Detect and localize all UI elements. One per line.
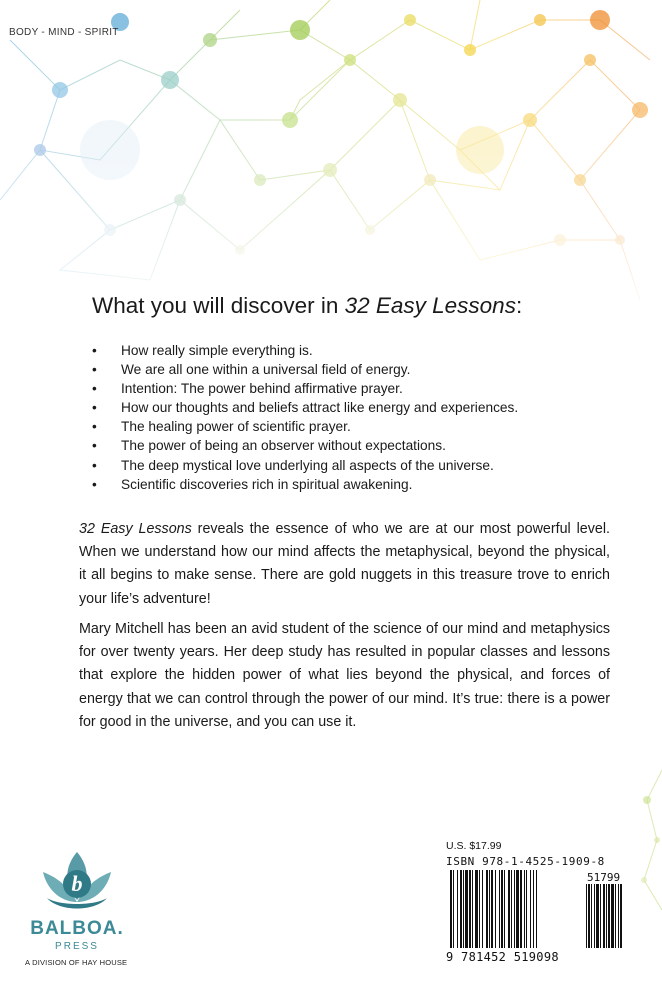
- barcode-supplement-bar: [591, 884, 592, 948]
- barcode-bar: [530, 870, 531, 948]
- barcode-bar: [463, 870, 464, 948]
- barcode-bar: [450, 870, 452, 948]
- logo-letter: b: [71, 871, 83, 896]
- bullet-icon: •: [92, 343, 97, 358]
- isbn-label: ISBN 978-1-4525-1909-8: [446, 855, 605, 868]
- barcode-bar: [486, 870, 488, 948]
- category-label: BODY - MIND - SPIRIT: [9, 27, 119, 38]
- barcode-bar: [457, 870, 458, 948]
- barcode-bar: [479, 870, 480, 948]
- barcode-supplement-bar: [608, 884, 610, 948]
- barcode-supplement-bar: [603, 884, 605, 948]
- list-item: [92, 360, 612, 379]
- publisher-logo: [25, 850, 135, 970]
- barcode-bar: [453, 870, 454, 948]
- barcode-supplement-bar: [594, 884, 595, 948]
- list-item: [92, 436, 612, 455]
- heading-prefix: What you will discover in: [92, 293, 345, 318]
- list-item-text: Scientific discoveries rich in spiritual awakening.: [121, 476, 413, 492]
- barcode-supplement-bar: [620, 884, 622, 948]
- description-book-title: 32 Easy Lessons: [79, 521, 192, 537]
- isbn-barcode-block: [446, 840, 638, 968]
- barcode-image: [446, 870, 638, 950]
- barcode-bar: [524, 870, 525, 948]
- list-item-text: The power of being an observer without expectations.: [121, 438, 446, 454]
- bullet-icon: •: [92, 381, 97, 397]
- barcode-bar: [472, 870, 473, 948]
- barcode-supplement-bar: [588, 884, 590, 948]
- lotus-b-icon: [39, 850, 115, 916]
- publisher-name: BALBOA.: [30, 918, 124, 939]
- publisher-press: PRESS: [55, 941, 99, 952]
- bullet-icon: •: [92, 457, 97, 473]
- barcode-bar: [465, 870, 468, 948]
- list-item: [92, 341, 612, 360]
- barcode-bar: [536, 870, 537, 948]
- barcode-bar: [460, 870, 462, 948]
- section-heading: [92, 293, 612, 319]
- barcode-supplement-bar: [618, 884, 619, 948]
- barcode-bar: [491, 870, 493, 948]
- barcode-bar: [482, 870, 483, 948]
- barcode-supplement-bar: [596, 884, 599, 948]
- barcode-bar: [469, 870, 471, 948]
- barcode-supplement-digits: 51799: [587, 871, 621, 884]
- barcode-bar: [516, 870, 519, 948]
- bullet-icon: •: [92, 362, 97, 378]
- barcode-supplement-bar: [600, 884, 601, 948]
- bullet-icon: •: [92, 400, 97, 416]
- barcode-bar: [475, 870, 478, 948]
- barcode-bar: [508, 870, 510, 948]
- list-item: [92, 417, 612, 436]
- barcode-supplement-bar: [606, 884, 607, 948]
- publisher-division: A DIVISION OF HAY HOUSE: [25, 958, 128, 967]
- list-item: [92, 398, 612, 417]
- heading-suffix: :: [515, 293, 523, 318]
- heading-book-title: 32 Easy Lessons: [344, 293, 516, 318]
- barcode-bar: [501, 870, 503, 948]
- barcode-supplement-bar: [611, 884, 614, 948]
- barcode-supplement-bar: [586, 884, 587, 948]
- list-item-text: We are all one within a universal field of energy.: [121, 362, 411, 378]
- ean-digits: 9 781452 519098: [446, 950, 559, 964]
- barcode-bar: [499, 870, 500, 948]
- author-bio-paragraph: Mary Mitchell has been an avid student of the science of our mind and metaphysics for over twenty years. Her deep study has resulted in popular classes and lessons that explore the hidden power of what lies beyond the physical, and forces of energy that we can control through the power of our mind. It’s true: there is a power for good in the universe, and you can use it.: [79, 621, 610, 730]
- barcode-bar: [495, 870, 496, 948]
- bullet-icon: •: [92, 438, 97, 454]
- molecular-network-art: [0, 0, 662, 330]
- barcode-bar: [520, 870, 522, 948]
- list-item-text: Intention: The power behind affirmative prayer.: [121, 381, 403, 397]
- barcode-bar: [489, 870, 490, 948]
- list-item-text: How really simple everything is.: [121, 343, 313, 358]
- barcode-bar: [533, 870, 534, 948]
- list-item: [92, 475, 612, 494]
- barcode-bar: [511, 870, 512, 948]
- description-text: reveals the essence of who we are at our most powerful level. When we understand how our mind affects the metaphysical, beyond the physical, it all begins to make sense. There are gold nuggets in this treasure trove to enrich your life’s adventure!: [79, 521, 610, 607]
- barcode-bar: [514, 870, 515, 948]
- list-item-text: The deep mystical love underlying all aspects of the universe.: [121, 457, 494, 473]
- price-label: U.S. $17.99: [446, 840, 502, 852]
- bullet-icon: •: [92, 476, 97, 492]
- lessons-list: [92, 341, 612, 494]
- barcode-bar: [504, 870, 505, 948]
- list-item: [92, 456, 612, 475]
- barcode-bar: [526, 870, 527, 948]
- bullet-icon: •: [92, 419, 97, 435]
- list-item-text: How our thoughts and beliefs attract like energy and experiences.: [121, 400, 519, 416]
- list-item-text: The healing power of scientific prayer.: [121, 419, 351, 435]
- description-paragraph: [79, 518, 610, 611]
- barcode-supplement-bar: [615, 884, 616, 948]
- list-item: [92, 379, 612, 398]
